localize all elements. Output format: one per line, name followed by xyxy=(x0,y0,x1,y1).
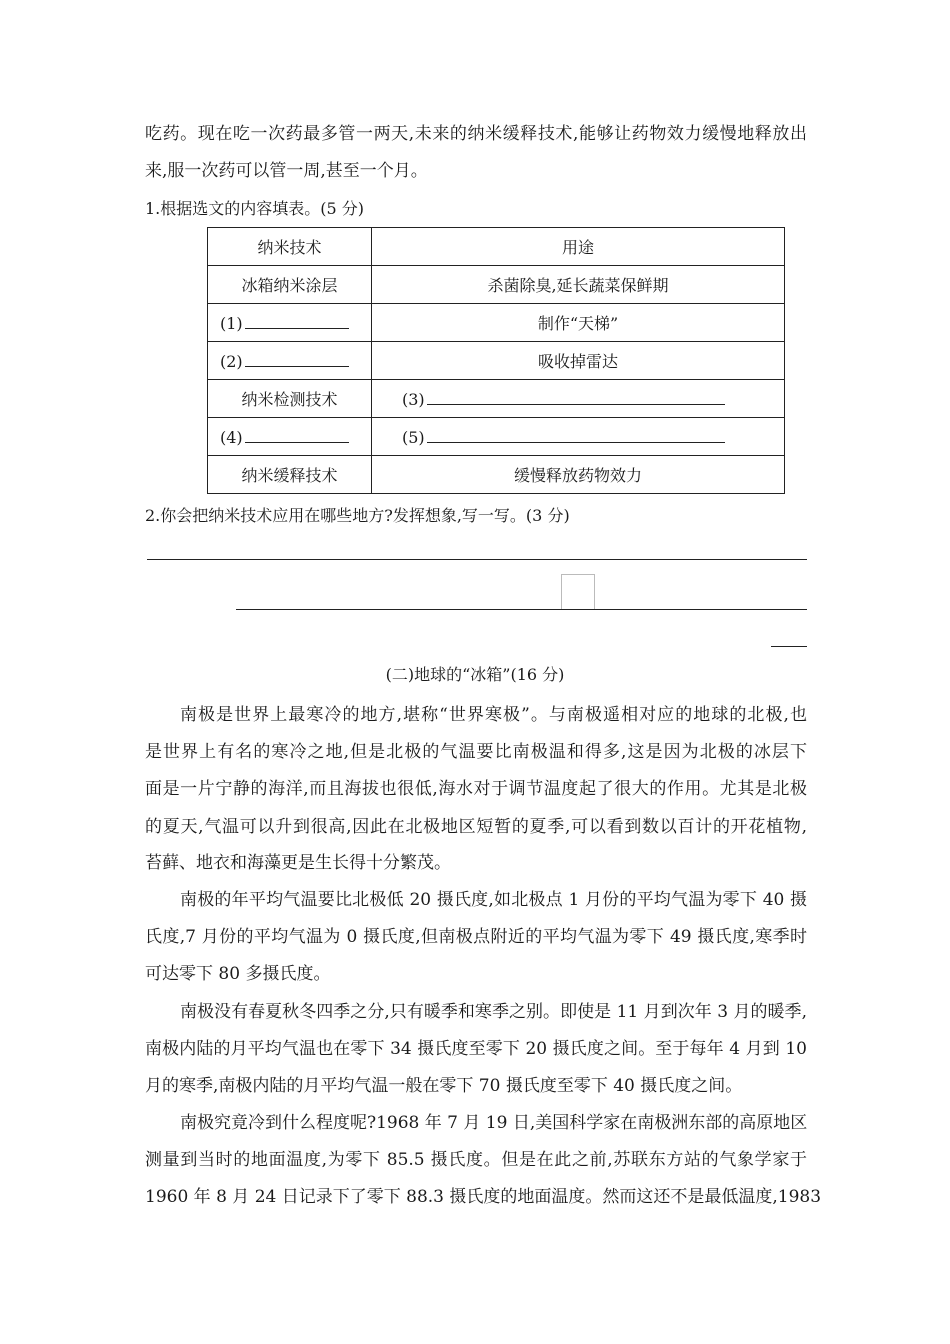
blank-number: (4) xyxy=(220,428,243,447)
table-cell-use xyxy=(372,380,785,418)
fill-in-table xyxy=(207,227,785,494)
answer-line-2[interactable] xyxy=(236,609,807,610)
table-cell-use xyxy=(372,418,785,456)
table-row xyxy=(208,380,785,418)
paragraph-line: 吃药。现在吃一次药最多管一两天,未来的纳米缓释技术,能够让药物效力缓慢地释放出 xyxy=(145,124,807,144)
table-row xyxy=(208,342,785,380)
blank-box xyxy=(561,574,595,610)
paragraph-line: 来,服一次药可以管一周,甚至一个月。 xyxy=(145,161,428,181)
table-row xyxy=(208,456,785,494)
paragraph-line: 苔藓、地衣和海藻更是生长得十分繁茂。 xyxy=(145,853,451,873)
paragraph-line: 南极内陆的月平均气温也在零下 34 摄氏度至零下 20 摄氏度之间。至于每年 4 月到 10 xyxy=(145,1039,807,1059)
paragraph-line: 南极的年平均气温要比北极低 20 摄氏度,如北极点 1 月份的平均气温为零下 40 摄 xyxy=(180,890,807,910)
paragraph-line: 南极没有春夏秋冬四季之分,只有暖季和寒季之别。即使是 11 月到次年 3 月的暖季, xyxy=(180,1002,807,1022)
table-header-cell: 用途 xyxy=(372,228,785,266)
table-row xyxy=(208,418,785,456)
blank-number: (3) xyxy=(402,390,425,409)
paragraph-line: 氏度,7 月份的平均气温为 0 摄氏度,但南极点附近的平均气温为零下 49 摄氏度,寒季时 xyxy=(145,927,807,947)
blank-number: (1) xyxy=(220,314,243,333)
table-row xyxy=(208,304,785,342)
table-cell-use: 吸收掉雷达 xyxy=(372,342,785,380)
answer-blank-5[interactable] xyxy=(427,426,725,443)
table-header-cell: 纳米技术 xyxy=(208,228,372,266)
table-cell-tech: 冰箱纳米涂层 xyxy=(208,266,372,304)
paragraph-line: 可达零下 80 多摄氏度。 xyxy=(145,964,331,984)
answer-line-3[interactable] xyxy=(771,646,807,647)
table-row xyxy=(208,266,785,304)
table-cell-use: 制作“天梯” xyxy=(372,304,785,342)
answer-blank-1[interactable] xyxy=(245,312,349,329)
table-cell-tech xyxy=(208,342,372,380)
table-cell-tech xyxy=(208,418,372,456)
paragraph-line: 面是一片宁静的海洋,而且海拔也很低,海水对于调节温度起了很大的作用。尤其是北极 xyxy=(145,779,807,799)
blank-number: (2) xyxy=(220,352,243,371)
paragraph-line: 月的寒季,南极内陆的月平均气温一般在零下 70 摄氏度至零下 40 摄氏度之间。 xyxy=(145,1076,743,1096)
answer-blank-2[interactable] xyxy=(245,350,349,367)
table-header-row xyxy=(208,228,785,266)
answer-blank-3[interactable] xyxy=(427,388,725,405)
paragraph-line: 的夏天,气温可以升到很高,因此在北极地区短暂的夏季,可以看到数以百计的开花植物, xyxy=(145,817,807,837)
section-title: (二)地球的“冰箱”(16 分) xyxy=(385,665,565,684)
table-cell-tech: 纳米检测技术 xyxy=(208,380,372,418)
question-2-prompt: 2.你会把纳米技术应用在哪些地方?发挥想象,写一写。(3 分) xyxy=(145,506,570,525)
table-cell-tech: 纳米缓释技术 xyxy=(208,456,372,494)
answer-blank-4[interactable] xyxy=(245,426,349,443)
paragraph-line: 1960 年 8 月 24 日记录下了零下 88.3 摄氏度的地面温度。然而这还不是最低温度,1983 xyxy=(145,1187,822,1207)
paragraph-line: 测量到当时的地面温度,为零下 85.5 摄氏度。但是在此之前,苏联东方站的气象学家于 xyxy=(145,1150,807,1170)
table-cell-use: 缓慢释放药物效力 xyxy=(372,456,785,494)
table-cell-tech xyxy=(208,304,372,342)
paragraph-line: 南极是世界上最寒冷的地方,堪称“世界寒极”。与南极遥相对应的地球的北极,也 xyxy=(180,705,807,725)
paragraph-line: 是世界上有名的寒冷之地,但是北极的气温要比南极温和得多,这是因为北极的冰层下 xyxy=(145,742,807,762)
table-cell-use: 杀菌除臭,延长蔬菜保鲜期 xyxy=(372,266,785,304)
blank-number: (5) xyxy=(402,428,425,447)
answer-line-1[interactable] xyxy=(147,559,807,560)
question-1-prompt: 1.根据选文的内容填表。(5 分) xyxy=(145,199,365,218)
paragraph-line: 南极究竟冷到什么程度呢?1968 年 7 月 19 日,美国科学家在南极洲东部的高原地区 xyxy=(180,1113,808,1133)
